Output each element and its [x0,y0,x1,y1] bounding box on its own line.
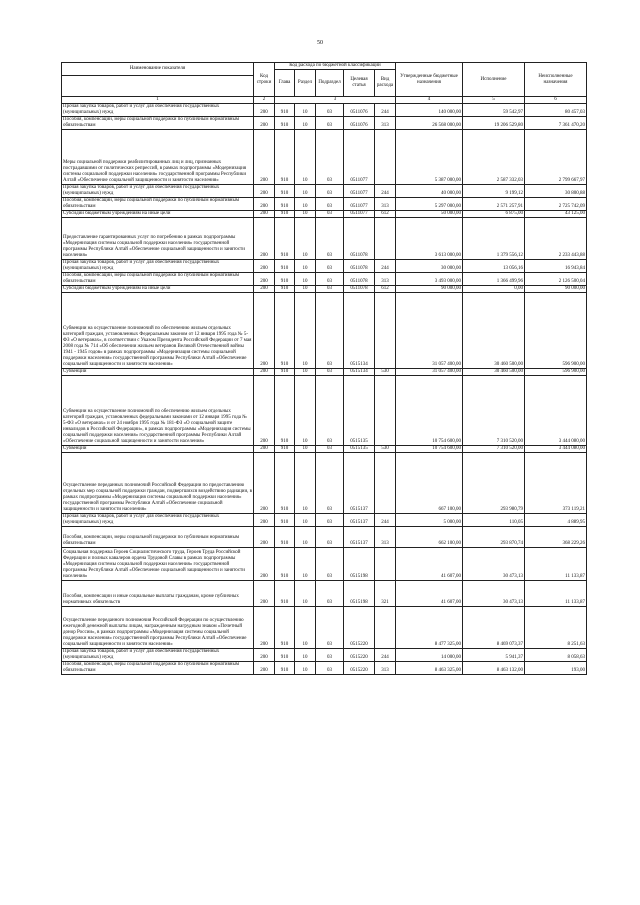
row-glava: 910 [275,581,295,607]
row-expense-type [375,453,396,514]
table-row [62,453,587,514]
budget-execution-table [61,62,587,675]
row-glava: 910 [275,130,295,185]
row-target: 0515137 [344,527,375,548]
row-razdel: 10 [295,527,316,548]
row-name: Предоставление гарантированных услуг по погребению в рамках подпрограммы «Модернизация системы социальной поддержки населения» государственной программы Республики Алтай «Обеспечение социальной защищенности и занятости населения» [62,218,254,260]
row-remaining: 3 444 080,00 [525,376,587,446]
row-razdel: 10 [295,548,316,581]
row-expense-type: 612 [375,286,396,293]
row-approved: 8 477 325,00 [396,607,463,649]
row-podrazdel: 03 [316,104,344,117]
header-glava: Глава [275,70,295,97]
row-target: 0511078 [344,260,375,273]
row-approved: 30 000,00 [396,260,463,273]
column-number: 4 [396,97,463,104]
row-podrazdel: 03 [316,117,344,130]
row-expense-type [375,130,396,185]
row-name: Осуществление переданного полномочия Российской Федерации по осуществлению ежегодной денежной выплаты лицам, награжденным нагрудным знаком «Почетный донор России», в рамках подпрограммы «Модернизация системы социальной поддержки населения» государственной программы Республики Алтай «Обеспечение социальной защищенности и занятости населения» [62,607,254,649]
row-razdel: 10 [295,117,316,130]
row-name: Пособия, компенсации и иные социальные выплаты гражданам, кроме публичных нормативных обязательств [62,581,254,607]
table-row [62,649,587,662]
row-remaining: 8 058,63 [525,649,587,662]
table-row [62,117,587,130]
row-podrazdel: 03 [316,211,344,218]
row-remaining: 2 799 667,97 [525,130,587,185]
row-glava: 910 [275,446,295,453]
row-podrazdel: 03 [316,260,344,273]
row-expense-type [375,607,396,649]
row-glava: 910 [275,260,295,273]
row-expense-type: 244 [375,514,396,527]
row-glava: 910 [275,293,295,369]
row-executed: 8 463 132,00 [463,662,525,675]
row-target: 0511076 [344,117,375,130]
row-target: 0515135 [344,376,375,446]
table-row [62,514,587,527]
header-indicator-spacer [62,76,254,97]
column-number: 6 [525,97,587,104]
row-remaining: 2 126 500,04 [525,273,587,286]
row-name: Прочая закупка товаров, работ и услуг для обеспечения государственных (муниципальных) нужд [62,514,254,527]
row-approved: 40 000,00 [396,185,463,198]
row-target: 0511078 [344,273,375,286]
row-code: 200 [254,548,275,581]
row-expense-type [375,376,396,446]
table-row [62,130,587,185]
row-podrazdel: 03 [316,581,344,607]
row-name: Меры социальной поддержки реабилитированных лиц и лиц, признанных пострадавшими от политических репрессий, в рамках подпрограммы «Модернизация системы социальной поддержки населения» государственной программы Республики Алтай «Обеспечение социальной защищенности и занятости населения» [62,130,254,185]
row-code: 200 [254,293,275,369]
row-remaining: 368 229,26 [525,527,587,548]
row-executed: 30 473,13 [463,581,525,607]
row-executed: 293 870,74 [463,527,525,548]
row-executed: 2 571 257,91 [463,198,525,211]
table-row [62,369,587,376]
row-podrazdel: 03 [316,293,344,369]
row-remaining: 596 900,00 [525,293,587,369]
row-remaining: 11 133,87 [525,548,587,581]
row-name: Пособия, компенсации, меры социальной поддержки по публичным нормативным обязательствам [62,117,254,130]
row-code: 200 [254,514,275,527]
row-glava: 910 [275,514,295,527]
row-podrazdel: 03 [316,607,344,649]
row-approved: 26 568 000,00 [396,117,463,130]
header-target: Целевая статья [344,70,375,97]
row-podrazdel: 03 [316,286,344,293]
row-remaining: 16 943,84 [525,260,587,273]
row-executed: 110,05 [463,514,525,527]
row-executed: 1 379 556,12 [463,218,525,260]
row-expense-type: 530 [375,369,396,376]
row-expense-type: 530 [375,446,396,453]
table-row [62,211,587,218]
row-name: Субсидии бюджетным учреждениям на иные цели [62,211,254,218]
row-glava: 910 [275,198,295,211]
header-razdel: Раздел [295,70,316,97]
row-code: 200 [254,185,275,198]
row-executed: 6 875,00 [463,211,525,218]
header-podrazdel: Подраздел [316,70,344,97]
row-remaining: 8 251,63 [525,607,587,649]
row-executed: 5 941,37 [463,649,525,662]
row-remaining: 193,00 [525,662,587,675]
row-glava: 910 [275,607,295,649]
row-code: 200 [254,198,275,211]
row-executed: 9 199,12 [463,185,525,198]
row-name: Прочая закупка товаров, работ и услуг для обеспечения государственных (муниципальных) нужд [62,649,254,662]
row-expense-type: 244 [375,185,396,198]
row-code: 200 [254,376,275,446]
row-expense-type: 244 [375,104,396,117]
row-expense-type: 244 [375,260,396,273]
header-indicator: Наименование показателя [62,63,254,76]
row-code: 200 [254,581,275,607]
row-executed: 0,00 [463,286,525,293]
table-row [62,198,587,211]
row-expense-type: 313 [375,662,396,675]
row-target: 0511078 [344,218,375,260]
row-code: 200 [254,286,275,293]
row-remaining: 7 361 470,20 [525,117,587,130]
row-target: 0511077 [344,211,375,218]
row-razdel: 10 [295,260,316,273]
row-razdel: 10 [295,198,316,211]
header-expense-type: Вид расхода [375,70,396,97]
row-code: 200 [254,369,275,376]
row-code: 200 [254,218,275,260]
header-row-code: Код строки [254,63,275,97]
row-remaining: 4 889,95 [525,514,587,527]
row-remaining: 80 457,03 [525,104,587,117]
column-number: 3 [275,97,396,104]
row-podrazdel: 03 [316,273,344,286]
row-glava: 910 [275,527,295,548]
table-row [62,548,587,581]
row-razdel: 10 [295,453,316,514]
row-approved: 5 297 000,00 [396,198,463,211]
row-glava: 910 [275,453,295,514]
row-target: 0511077 [344,130,375,185]
row-name: Социальная поддержка Героев Социалистического труда, Героев Труда Российской Федерации и полных кавалеров ордена Трудовой Славы в рамках подпрограммы «Модернизация системы социальной поддержки населения» государственной программы Республики Алтай «Обеспечение социальной защищенности и занятости населения» [62,548,254,581]
row-glava: 910 [275,649,295,662]
row-podrazdel: 03 [316,514,344,527]
row-target: 0515134 [344,369,375,376]
row-code: 200 [254,117,275,130]
column-number: 2 [254,97,275,104]
row-approved: 41 607,00 [396,548,463,581]
row-podrazdel: 03 [316,527,344,548]
row-glava: 910 [275,369,295,376]
row-podrazdel: 03 [316,548,344,581]
row-approved: 10 754 600,00 [396,376,463,446]
row-code: 200 [254,260,275,273]
row-target: 0511077 [344,185,375,198]
row-podrazdel: 03 [316,218,344,260]
row-expense-type: 313 [375,273,396,286]
row-name: Субвенции на осуществление полномочий по обеспечению жильем отдельных категорий граждан, установленных Федеральным законом от 12 января 1995 года № 5-ФЗ «О ветеранах», в соответствии с Указом Президента Российской Федерации от 7 мая 2008 года № 714 «Об обеспечении жильем ветеранов Великой Отечественной войны 1941 - 1945 годов» в рамках подпрограммы «Модернизация системы социальной поддержки населения» государственной программы Республики Алтай «Обеспечение социальной защищенности и занятости населения» [62,293,254,369]
table-row [62,218,587,260]
row-executed: 8 469 073,37 [463,607,525,649]
row-glava: 910 [275,104,295,117]
row-code: 200 [254,453,275,514]
row-razdel: 10 [295,369,316,376]
row-name: Субвенции на осуществление полномочий по обеспечению жильем отдельных категорий граждан, установленных федеральными законами от 12 января 1995 года № 5-ФЗ «О ветеранах» и от 24 ноября 1995 года № 181-ФЗ «О социальной защите инвалидов в Российской Федерации», в рамках подпрограммы «Модернизация системы социальной поддержки населения» государственной программы Республики Алтай «Обеспечение социальной защищенности и занятости населения» [62,376,254,446]
row-podrazdel: 03 [316,198,344,211]
row-name: Субвенции [62,369,254,376]
row-code: 200 [254,273,275,286]
row-expense-type: 321 [375,581,396,607]
row-name: Прочая закупка товаров, работ и услуг для обеспечения государственных (муниципальных) нужд [62,260,254,273]
row-name: Прочая закупка товаров, работ и услуг для обеспечения государственных (муниципальных) нужд [62,104,254,117]
row-razdel: 10 [295,581,316,607]
row-approved: 8 463 325,00 [396,662,463,675]
row-name: Пособия, компенсации, меры социальной поддержки по публичным нормативным обязательствам [62,198,254,211]
row-remaining: 11 133,87 [525,581,587,607]
column-number: 5 [463,97,525,104]
row-expense-type: 313 [375,527,396,548]
row-remaining: 596 900,00 [525,369,587,376]
row-razdel: 10 [295,218,316,260]
row-approved: 10 754 600,00 [396,446,463,453]
row-name: Осуществление переданных полномочий Российской Федерации по предоставлению отдельных мер социальной поддержки граждан, подвергшихся воздействию радиации, в рамках подпрограммы «Модернизация системы социальной поддержки населения» государственной программы Республики Алтай «Обеспечение социальной защищенности и занятости населения» [62,453,254,514]
row-executed: 293 980,79 [463,453,525,514]
row-glava: 910 [275,117,295,130]
row-podrazdel: 03 [316,446,344,453]
table-row [62,662,587,675]
row-expense-type: 313 [375,117,396,130]
row-code: 200 [254,130,275,185]
row-razdel: 10 [295,649,316,662]
row-podrazdel: 03 [316,453,344,514]
row-name: Пособия, компенсации, меры социальной поддержки по публичным нормативным обязательствам [62,662,254,675]
row-razdel: 10 [295,104,316,117]
row-name: Субсидии бюджетным учреждениям на иные цели [62,286,254,293]
row-glava: 910 [275,218,295,260]
row-code: 200 [254,446,275,453]
row-remaining: 2 725 742,09 [525,198,587,211]
row-glava: 910 [275,185,295,198]
row-executed: 30 460 500,00 [463,369,525,376]
row-razdel: 10 [295,211,316,218]
row-code: 200 [254,104,275,117]
row-podrazdel: 03 [316,185,344,198]
header-unexecuted: Неисполненные назначения [525,63,587,97]
row-expense-type [375,218,396,260]
page-number: 50 [317,40,323,46]
row-name: Пособия, компенсации, меры социальной поддержки по публичным нормативным обязательствам [62,273,254,286]
row-remaining: 3 444 080,00 [525,446,587,453]
table-row [62,293,587,369]
row-target: 0511076 [344,104,375,117]
row-approved: 3 493 000,00 [396,273,463,286]
row-razdel: 10 [295,185,316,198]
row-executed: 2 587 332,03 [463,130,525,185]
row-razdel: 10 [295,446,316,453]
header-executed: Исполнение [463,63,525,97]
row-target: 0515198 [344,548,375,581]
row-glava: 910 [275,273,295,286]
row-podrazdel: 03 [316,649,344,662]
row-code: 200 [254,527,275,548]
table-row [62,273,587,286]
row-remaining: 30 800,88 [525,185,587,198]
row-code: 200 [254,211,275,218]
row-executed: 7 310 520,00 [463,376,525,446]
row-approved: 662 100,00 [396,527,463,548]
row-target: 0515220 [344,607,375,649]
row-target: 0511077 [344,198,375,211]
table-row [62,104,587,117]
row-target: 0515137 [344,514,375,527]
row-approved: 31 057 400,00 [396,369,463,376]
row-name: Прочая закупка товаров, работ и услуг для обеспечения государственных (муниципальных) нужд [62,185,254,198]
row-approved: 667 100,00 [396,453,463,514]
row-remaining: 373 119,21 [525,453,587,514]
row-target: 0515134 [344,293,375,369]
row-approved: 50 000,00 [396,211,463,218]
row-executed: 19 206 529,80 [463,117,525,130]
row-razdel: 10 [295,273,316,286]
row-razdel: 10 [295,376,316,446]
header-classification: Код расхода по бюджетной классификации [275,63,396,70]
row-name: Пособия, компенсации, меры социальной поддержки по публичным нормативным обязательствам [62,527,254,548]
row-target: 0515135 [344,446,375,453]
column-number: 1 [62,97,254,104]
table-row [62,185,587,198]
row-remaining: 43 125,00 [525,211,587,218]
row-code: 200 [254,662,275,675]
row-razdel: 10 [295,514,316,527]
table-row [62,527,587,548]
row-podrazdel: 03 [316,369,344,376]
row-glava: 910 [275,211,295,218]
row-approved: 140 000,00 [396,104,463,117]
row-code: 200 [254,607,275,649]
table-row [62,376,587,446]
row-razdel: 10 [295,286,316,293]
row-razdel: 10 [295,607,316,649]
row-target: 0515220 [344,649,375,662]
row-expense-type: 612 [375,211,396,218]
row-expense-type: 313 [375,198,396,211]
row-approved: 41 607,00 [396,581,463,607]
row-code: 200 [254,649,275,662]
row-remaining: 90 000,00 [525,286,587,293]
row-executed: 1 366 499,96 [463,273,525,286]
header-approved: Утвержденные бюджетные назначения [396,63,463,97]
row-expense-type [375,548,396,581]
row-podrazdel: 03 [316,130,344,185]
row-podrazdel: 03 [316,376,344,446]
table-row [62,446,587,453]
row-approved: 90 000,00 [396,286,463,293]
row-executed: 30 460 500,00 [463,293,525,369]
row-expense-type: 244 [375,649,396,662]
row-approved: 3 613 000,00 [396,218,463,260]
table-row [62,607,587,649]
row-podrazdel: 03 [316,662,344,675]
row-approved: 31 057 400,00 [396,293,463,369]
row-executed: 7 310 520,00 [463,446,525,453]
row-target: 0515198 [344,581,375,607]
table-row [62,260,587,273]
row-name: Субвенции [62,446,254,453]
row-approved: 5 000,00 [396,514,463,527]
row-razdel: 10 [295,293,316,369]
row-executed: 13 056,16 [463,260,525,273]
row-razdel: 10 [295,662,316,675]
row-razdel: 10 [295,130,316,185]
row-expense-type [375,293,396,369]
row-target: 0515220 [344,662,375,675]
row-executed: 59 542,97 [463,104,525,117]
row-target: 0515137 [344,453,375,514]
row-glava: 910 [275,548,295,581]
row-target: 0511078 [344,286,375,293]
table-row [62,581,587,607]
row-executed: 30 473,13 [463,548,525,581]
row-approved: 5 387 000,00 [396,130,463,185]
row-remaining: 2 233 443,88 [525,218,587,260]
row-glava: 910 [275,376,295,446]
row-approved: 14 000,00 [396,649,463,662]
row-glava: 910 [275,662,295,675]
table-row [62,286,587,293]
row-glava: 910 [275,286,295,293]
